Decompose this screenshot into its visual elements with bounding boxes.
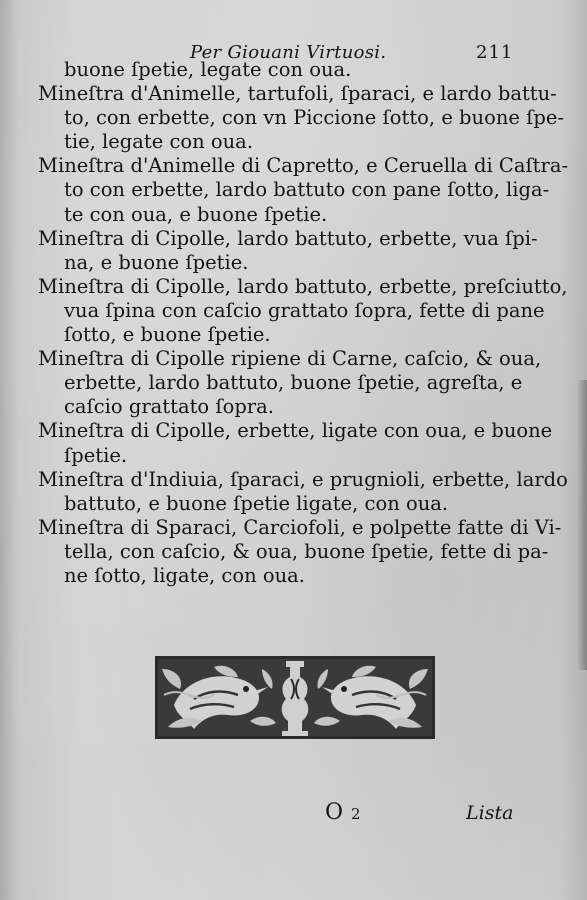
text-line: caſcio grattato ſopra.	[64, 395, 274, 419]
text-line: tie, legate con oua.	[64, 130, 254, 154]
text-line: te con oua, e buone ſpetie.	[64, 202, 328, 226]
text-line: to con erbette, lardo battuto con pane ſotto, liga-	[64, 178, 550, 202]
page-footer	[0, 800, 587, 830]
text-line: ſpetie.	[64, 443, 128, 467]
recipe-paragraph	[38, 419, 553, 467]
recipe-paragraph	[38, 82, 564, 154]
text-line: Mineſtra di Cipolle ripiene di Carne, caſcio, & oua,	[38, 347, 542, 371]
text-line: Mineſtra di Cipolle, lardo battuto, erbette, preſciutto,	[38, 274, 568, 298]
recipe-paragraph	[38, 347, 542, 419]
recipe-paragraph	[38, 274, 568, 347]
catchword: Lista	[466, 802, 514, 824]
recipe-paragraph	[38, 515, 562, 588]
text-line: Mineſtra di Sparaci, Carciofoli, e polpette fatte di Vi-	[38, 515, 562, 539]
text-line: na, e buone ſpetie.	[64, 250, 249, 274]
text-line: buone ſpetie, legate con oua.	[64, 58, 352, 81]
recipe-paragraph	[38, 154, 569, 226]
text-line: to, con erbette, con vn Piccione ſotto, e buone ſpe-	[64, 106, 564, 130]
text-line: erbette, lardo battuto, buone ſpetie, agreſta, e	[64, 371, 523, 395]
signature-mark	[325, 800, 361, 825]
text-line: Mineſtra di Cipolle, lardo battuto, erbette, vua ſpi-	[38, 226, 538, 250]
text-line: Mineſtra d'Animelle, tartufoli, ſparaci, e lardo battu-	[38, 82, 557, 106]
text-line: Mineſtra d'Animelle di Capretto, e Ceruella di Caſtra-	[38, 154, 569, 178]
recipe-list	[38, 58, 569, 588]
text-line: ſotto, e buone ſpetie.	[64, 323, 271, 347]
signature-letter: O	[325, 800, 344, 825]
recipe-paragraph	[38, 58, 538, 82]
page-edge-shadow	[577, 380, 587, 670]
text-line: Mineſtra d'Indiuia, ſparaci, e prugnioli, erbette, lardo	[38, 467, 568, 491]
recipe-paragraph	[38, 467, 568, 516]
signature-number: 2	[351, 805, 361, 823]
recipe-paragraph	[38, 227, 538, 275]
text-line: battuto, e buone ſpetie ligate, con oua.	[64, 491, 449, 515]
text-line: tella, con caſcio, & oua, buone ſpetie, fette di pa-	[64, 539, 549, 563]
text-line: ne ſotto, ligate, con oua.	[64, 563, 305, 587]
text-line: Mineſtra di Cipolle, erbette, ligate con oua, e buone	[38, 419, 553, 443]
text-line: vua ſpina con caſcio grattato ſopra, fette di pane	[64, 298, 545, 322]
page-number: 211	[476, 42, 514, 63]
running-head-title: Per Giouani Virtuosi.	[190, 42, 387, 63]
woodcut-ornament-icon	[154, 655, 436, 740]
